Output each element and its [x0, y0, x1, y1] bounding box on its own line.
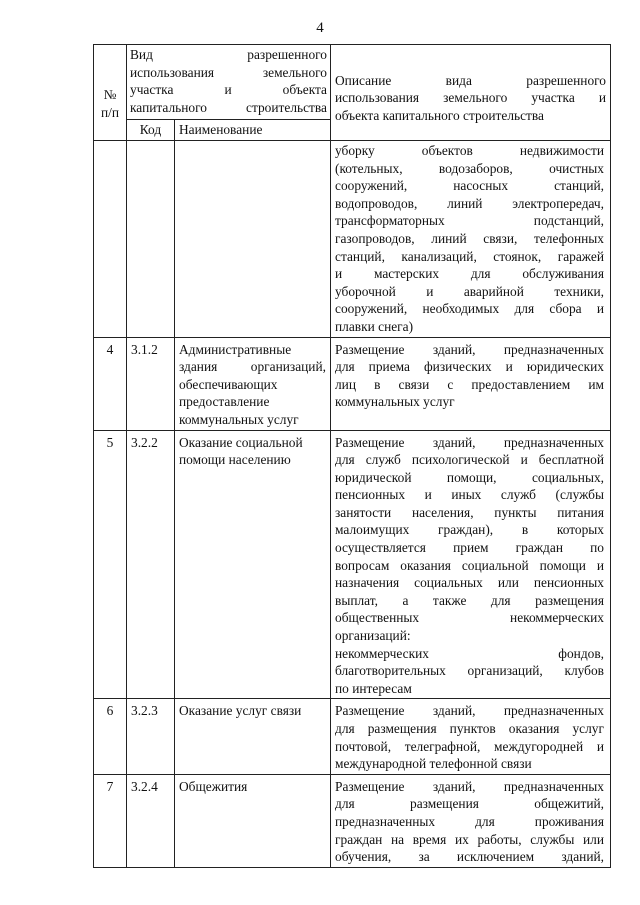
table-row	[94, 774, 611, 867]
row-num	[94, 141, 127, 338]
row-code: 3.2.2	[127, 430, 175, 699]
desc-line: почтовой, телеграфной, междугородней и	[335, 738, 604, 754]
desc-line: вопросам оказания социальной помощи и	[335, 557, 604, 573]
row-code: 3.1.2	[127, 337, 175, 430]
desc-line: для размещения пунктов оказания услуг	[335, 721, 604, 736]
row-num: 7	[94, 774, 127, 867]
header-desc-line: объекта капитального строительства	[335, 107, 544, 123]
desc-line: некоммерческих фондов,	[335, 645, 604, 661]
header-desc-line: Описание вида разрешенного	[335, 72, 606, 88]
desc-line: осуществляется прием граждан по	[335, 540, 604, 556]
name-line: коммунальных услуг	[179, 411, 299, 427]
desc-line: сооружений, насосных станций,	[335, 178, 604, 194]
header-vid-cell	[127, 45, 331, 120]
name-line: Общежития	[179, 778, 248, 794]
table-row	[94, 430, 611, 699]
header-vid-line: капитального строительства	[130, 99, 327, 115]
table-row	[94, 699, 611, 774]
row-description	[331, 774, 611, 867]
desc-line: выплат, а также для размещения	[335, 592, 604, 608]
header-code-cell: Код	[127, 119, 175, 140]
table-row	[94, 337, 611, 430]
desc-line: малоимущих граждан), в которых	[335, 522, 604, 538]
header-description-cell	[331, 45, 611, 141]
header-desc-line: использования земельного участка и	[335, 90, 606, 106]
desc-line: организаций:	[335, 628, 411, 644]
name-line: помощи населению	[179, 452, 291, 468]
desc-line: занятости населения, пункты питания	[335, 504, 604, 520]
desc-line: водопроводов, линий электропередач,	[335, 195, 604, 211]
header-num-cell: № п/п	[94, 45, 127, 141]
desc-line: пенсионных и иных служб (службы	[335, 487, 604, 503]
desc-line: Размещение зданий, предназначенных	[335, 778, 604, 794]
desc-line: плавки снега)	[335, 318, 414, 334]
desc-line: международной телефонной связи	[335, 756, 532, 772]
row-description	[331, 337, 611, 430]
desc-line: обучения, за исключением зданий,	[335, 849, 604, 865]
header-row	[94, 45, 611, 120]
desc-line: граждан на время их работы, службы или	[335, 831, 604, 847]
desc-line: по интересам	[335, 680, 412, 696]
row-name	[175, 774, 331, 867]
header-name-cell: Наименование	[175, 119, 331, 140]
desc-line: сооружений, необходимых для сбора и	[335, 301, 604, 317]
row-num: 5	[94, 430, 127, 699]
desc-line: уборочной и аварийной техники,	[335, 283, 604, 299]
row-description	[331, 699, 611, 774]
table-row	[94, 141, 611, 338]
row-num: 6	[94, 699, 127, 774]
desc-line: лиц в связи с предоставлением им	[335, 376, 604, 392]
desc-line: коммунальных услуг	[335, 394, 455, 410]
desc-line: для приема физических и юридических	[335, 359, 604, 375]
desc-line: общественных некоммерческих	[335, 610, 604, 626]
desc-line: и мастерских для обслуживания	[335, 266, 604, 282]
row-code	[127, 141, 175, 338]
desc-line: (котельных, водозаборов, очистных	[335, 160, 604, 176]
desc-line: для размещения общежитий,	[335, 796, 604, 812]
page-number: 4	[316, 20, 324, 36]
desc-line: назначения социальных или пенсионных	[335, 575, 604, 591]
desc-line: юридической помощи, социальных,	[335, 469, 604, 485]
row-name	[175, 337, 331, 430]
row-name	[175, 699, 331, 774]
header-vid-line: участка и объекта	[130, 82, 327, 98]
header-vid-line: Вид разрешенного	[130, 47, 327, 62]
name-line: обеспечивающих	[179, 376, 278, 392]
desc-line: газопроводов, линий связи, телефонных	[335, 230, 604, 246]
row-description	[331, 430, 611, 699]
desc-line: Размещение зданий, предназначенных	[335, 434, 604, 450]
name-line: Оказание услуг связи	[179, 703, 302, 719]
desc-line: станций, канализаций, стоянок, гаражей	[335, 248, 604, 264]
row-name	[175, 430, 331, 699]
desc-line: Размещение зданий, предназначенных	[335, 341, 604, 357]
desc-line: благотворительных организаций, клубов	[335, 663, 604, 679]
land-use-table	[93, 44, 611, 868]
row-description	[331, 141, 611, 338]
desc-line: трансформаторных подстанций,	[335, 213, 604, 229]
desc-line: предназначенных для проживания	[335, 813, 604, 829]
row-name	[175, 141, 331, 338]
header-vid-line: использования земельного	[130, 64, 327, 80]
desc-line: для служб психологической и бесплатной	[335, 452, 604, 468]
row-code: 3.2.4	[127, 774, 175, 867]
desc-line: уборку объектов недвижимости	[335, 143, 604, 158]
name-line: Административные	[179, 341, 292, 357]
row-code: 3.2.3	[127, 699, 175, 774]
name-line: Оказание социальной	[179, 434, 303, 450]
name-line: предоставление	[179, 394, 270, 410]
name-line: здания организаций,	[179, 359, 326, 375]
desc-line: Размещение зданий, предназначенных	[335, 703, 604, 719]
row-num: 4	[94, 337, 127, 430]
